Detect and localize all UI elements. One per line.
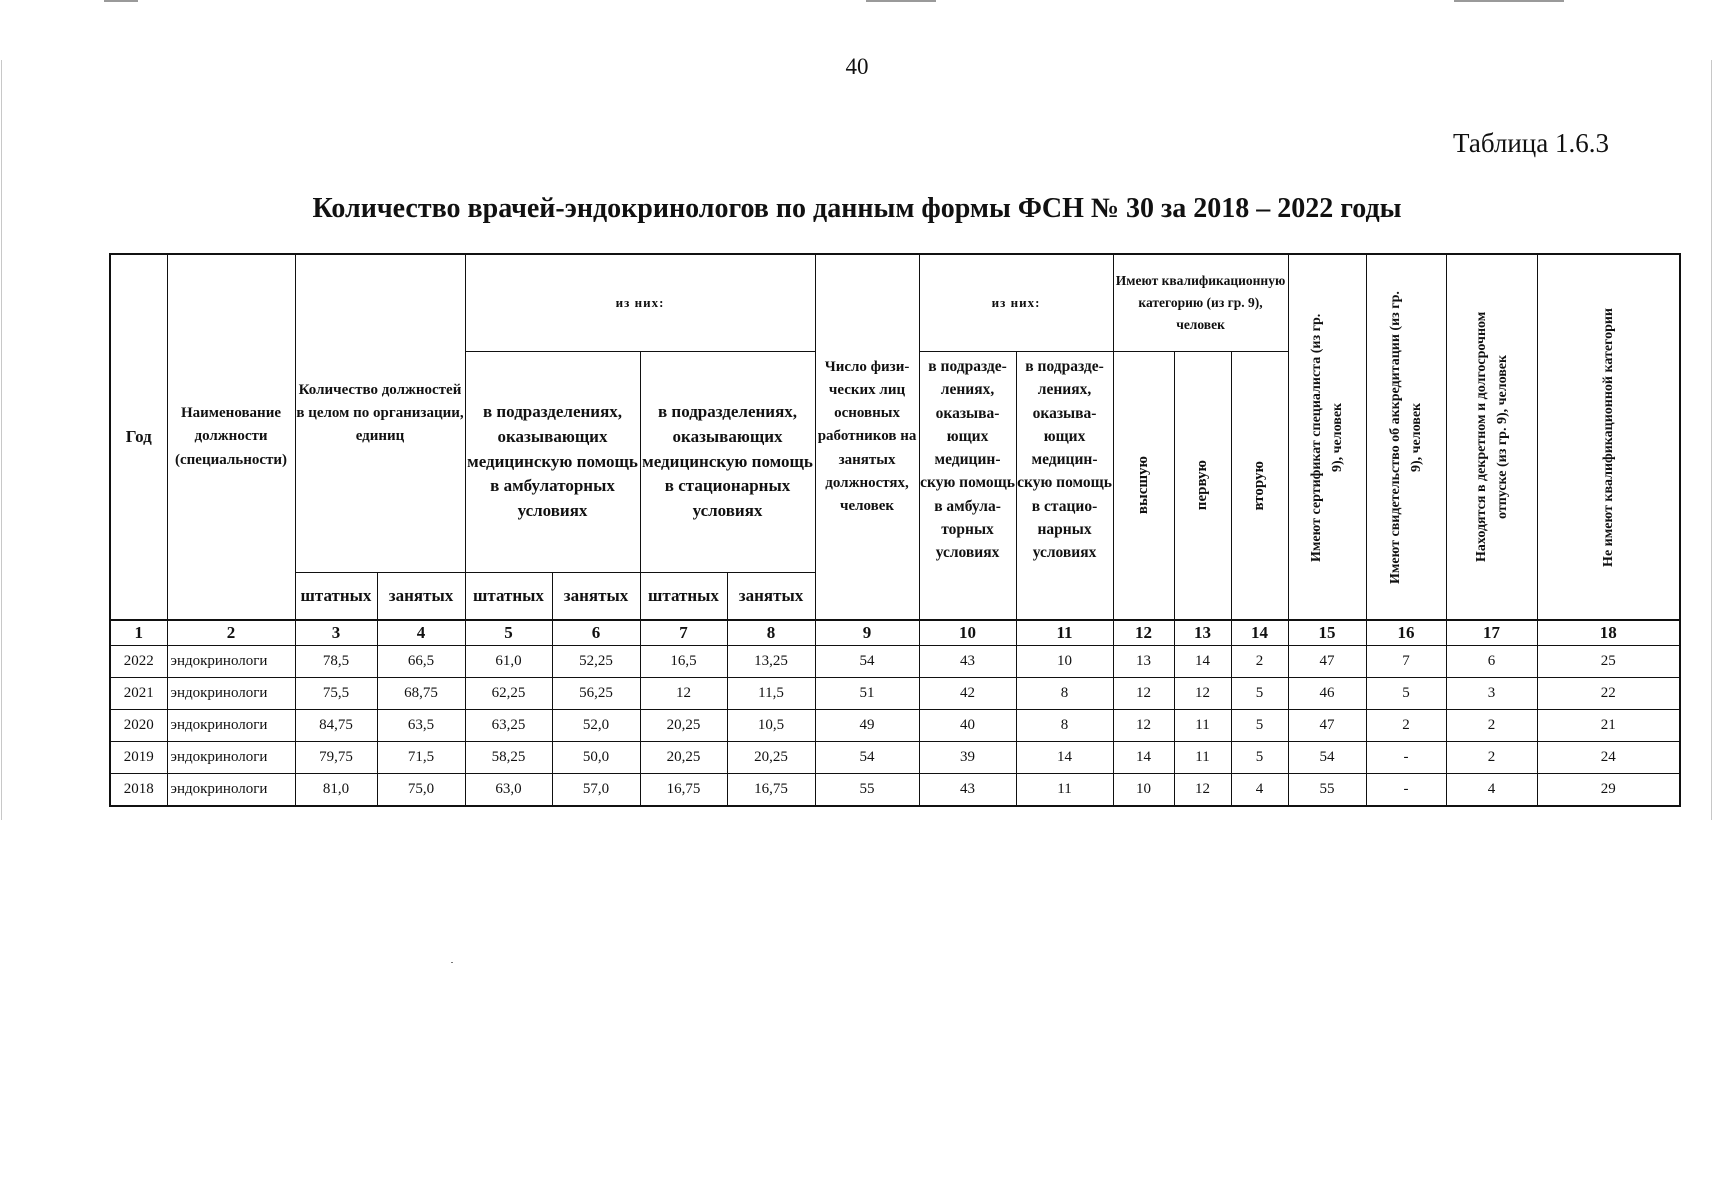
value-cell: 20,25 [640, 710, 727, 742]
value-cell: 63,25 [465, 710, 552, 742]
header-certificate-text: Имеют сертификат специалиста (из гр. 9), человек [1309, 312, 1346, 562]
value-cell: 21 [1537, 710, 1680, 742]
header-positions: Количество должностей в целом по организации, единиц [295, 254, 465, 573]
value-cell: 75,5 [295, 678, 377, 710]
table-label: Таблица 1.6.3 [1453, 128, 1609, 158]
column-number: 12 [1113, 620, 1174, 646]
header-staff: штатных [465, 573, 552, 621]
value-cell: 43 [919, 774, 1016, 807]
scan-edge-top-center [866, 0, 936, 2]
header-occupied: занятых [727, 573, 815, 621]
column-number: 18 [1537, 620, 1680, 646]
column-number: 17 [1446, 620, 1537, 646]
value-cell: 2 [1446, 710, 1537, 742]
value-cell: 5 [1231, 710, 1288, 742]
value-cell: 12 [640, 678, 727, 710]
value-cell: 79,75 [295, 742, 377, 774]
header-certificate [1288, 254, 1366, 620]
value-cell: 52,0 [552, 710, 640, 742]
value-cell: 14 [1113, 742, 1174, 774]
value-cell: 84,75 [295, 710, 377, 742]
value-cell: 62,25 [465, 678, 552, 710]
endocrinologist-table [109, 253, 1681, 807]
value-cell: 5 [1231, 742, 1288, 774]
column-number: 3 [295, 620, 377, 646]
header-second [1231, 352, 1288, 621]
header-row-top [110, 254, 1680, 352]
value-cell: 42 [919, 678, 1016, 710]
value-cell: 29 [1537, 774, 1680, 807]
specialty-cell: эндокринологи [167, 774, 295, 807]
specialty-cell: эндокринологи [167, 710, 295, 742]
column-number: 8 [727, 620, 815, 646]
column-number: 5 [465, 620, 552, 646]
header-highest-text: высшую [1135, 456, 1152, 515]
specialty-cell: эндокринологи [167, 742, 295, 774]
value-cell: 57,0 [552, 774, 640, 807]
value-cell: 40 [919, 710, 1016, 742]
value-cell: 68,75 [377, 678, 465, 710]
value-cell: 22 [1537, 678, 1680, 710]
value-cell: 14 [1016, 742, 1113, 774]
header-first [1174, 352, 1231, 621]
table-row [110, 742, 1680, 774]
value-cell: 75,0 [377, 774, 465, 807]
header-staff: штатных [295, 573, 377, 621]
value-cell: 12 [1113, 678, 1174, 710]
header-ambulatory: в подразделениях, оказывающих медицинскую помощь в амбулаторных условиях [465, 352, 640, 573]
value-cell: 5 [1231, 678, 1288, 710]
value-cell: 43 [919, 646, 1016, 678]
value-cell: 11,5 [727, 678, 815, 710]
value-cell: 25 [1537, 646, 1680, 678]
header-year: Год [110, 254, 167, 620]
value-cell: 3 [1446, 678, 1537, 710]
year-cell: 2019 [110, 742, 167, 774]
value-cell: 49 [815, 710, 919, 742]
header-iz-nih-positions: из них: [465, 254, 815, 352]
value-cell: 4 [1446, 774, 1537, 807]
column-number: 13 [1174, 620, 1231, 646]
value-cell: 2 [1446, 742, 1537, 774]
value-cell: 16,5 [640, 646, 727, 678]
table-row [110, 678, 1680, 710]
value-cell: - [1366, 742, 1446, 774]
value-cell: 55 [1288, 774, 1366, 807]
value-cell: 10 [1113, 774, 1174, 807]
value-cell: 13,25 [727, 646, 815, 678]
value-cell: 13 [1113, 646, 1174, 678]
header-no-category-text: Не имеют квалификационной категории [1600, 307, 1616, 567]
column-number: 7 [640, 620, 727, 646]
year-cell: 2018 [110, 774, 167, 807]
value-cell: 24 [1537, 742, 1680, 774]
value-cell: 54 [815, 646, 919, 678]
column-number: 15 [1288, 620, 1366, 646]
header-physical-persons: Число физи-ческих лиц основных работников на занятых должностях, человек [815, 254, 919, 620]
column-number-row [110, 620, 1680, 646]
value-cell: 11 [1016, 774, 1113, 807]
value-cell: 2 [1366, 710, 1446, 742]
value-cell: 2 [1231, 646, 1288, 678]
header-name: Наименование должности (специальности) [167, 254, 295, 620]
value-cell: 10 [1016, 646, 1113, 678]
value-cell: 54 [1288, 742, 1366, 774]
value-cell: 56,25 [552, 678, 640, 710]
value-cell: 5 [1366, 678, 1446, 710]
column-number: 1 [110, 620, 167, 646]
header-occupied: занятых [552, 573, 640, 621]
value-cell: 11 [1174, 710, 1231, 742]
value-cell: - [1366, 774, 1446, 807]
value-cell: 8 [1016, 710, 1113, 742]
table-row [110, 774, 1680, 807]
value-cell: 7 [1366, 646, 1446, 678]
value-cell: 12 [1174, 774, 1231, 807]
value-cell: 11 [1174, 742, 1231, 774]
value-cell: 10,5 [727, 710, 815, 742]
value-cell: 55 [815, 774, 919, 807]
year-cell: 2020 [110, 710, 167, 742]
value-cell: 54 [815, 742, 919, 774]
table-row [110, 646, 1680, 678]
value-cell: 20,25 [727, 742, 815, 774]
header-highest [1113, 352, 1174, 621]
header-accreditation-text: Имеют свидетельство об аккредитации (из гр. 9), человек [1388, 290, 1425, 584]
document-title: Количество врачей-эндокринологов по данным формы ФСН № 30 за 2018 – 2022 годы [312, 193, 1402, 224]
table-row [110, 710, 1680, 742]
page-number: 40 [845, 54, 869, 79]
header-qualification: Имеют квалификационную категорию (из гр. 9), человек [1113, 254, 1288, 352]
column-number: 16 [1366, 620, 1446, 646]
year-cell: 2022 [110, 646, 167, 678]
value-cell: 46 [1288, 678, 1366, 710]
value-cell: 16,75 [727, 774, 815, 807]
header-occupied: занятых [377, 573, 465, 621]
column-number: 9 [815, 620, 919, 646]
value-cell: 71,5 [377, 742, 465, 774]
value-cell: 66,5 [377, 646, 465, 678]
value-cell: 58,25 [465, 742, 552, 774]
header-second-text: вторую [1251, 460, 1268, 511]
value-cell: 8 [1016, 678, 1113, 710]
column-number: 2 [167, 620, 295, 646]
value-cell: 78,5 [295, 646, 377, 678]
header-maternity [1446, 254, 1537, 620]
column-number: 11 [1016, 620, 1113, 646]
header-phys-stationary: в подразде-лениях, оказыва-ющих медицин-скую помощь в стацио-нарных условиях [1016, 352, 1113, 621]
year-cell: 2021 [110, 678, 167, 710]
scan-edge-top-right [1454, 0, 1564, 2]
value-cell: 14 [1174, 646, 1231, 678]
value-cell: 20,25 [640, 742, 727, 774]
column-number: 10 [919, 620, 1016, 646]
value-cell: 51 [815, 678, 919, 710]
value-cell: 12 [1174, 678, 1231, 710]
value-cell: 47 [1288, 646, 1366, 678]
value-cell: 81,0 [295, 774, 377, 807]
value-cell: 12 [1113, 710, 1174, 742]
header-accreditation [1366, 254, 1446, 620]
column-number: 14 [1231, 620, 1288, 646]
column-number: 4 [377, 620, 465, 646]
header-maternity-text: Находятся в декретном и долгосрочном отпуске (из гр. 9), человек [1473, 311, 1510, 563]
value-cell: 6 [1446, 646, 1537, 678]
specialty-cell: эндокринологи [167, 646, 295, 678]
header-staff: штатных [640, 573, 727, 621]
value-cell: 39 [919, 742, 1016, 774]
value-cell: 50,0 [552, 742, 640, 774]
scan-edge-left [1, 60, 2, 820]
header-no-category [1537, 254, 1680, 620]
value-cell: 4 [1231, 774, 1288, 807]
scan-speck [451, 962, 453, 963]
header-iz-nih-persons: из них: [919, 254, 1113, 352]
header-stationary: в подразделениях, оказывающих медицинскую помощь в стационарных условиях [640, 352, 815, 573]
value-cell: 63,0 [465, 774, 552, 807]
scan-edge-top-left [104, 0, 138, 2]
scan-edge-right [1711, 60, 1712, 820]
specialty-cell: эндокринологи [167, 678, 295, 710]
value-cell: 61,0 [465, 646, 552, 678]
header-first-text: первую [1194, 460, 1211, 511]
value-cell: 52,25 [552, 646, 640, 678]
value-cell: 63,5 [377, 710, 465, 742]
header-phys-ambulatory: в подразде-лениях, оказыва-ющих медицин-скую помощь в амбула-торных условиях [919, 352, 1016, 621]
column-number: 6 [552, 620, 640, 646]
value-cell: 47 [1288, 710, 1366, 742]
value-cell: 16,75 [640, 774, 727, 807]
